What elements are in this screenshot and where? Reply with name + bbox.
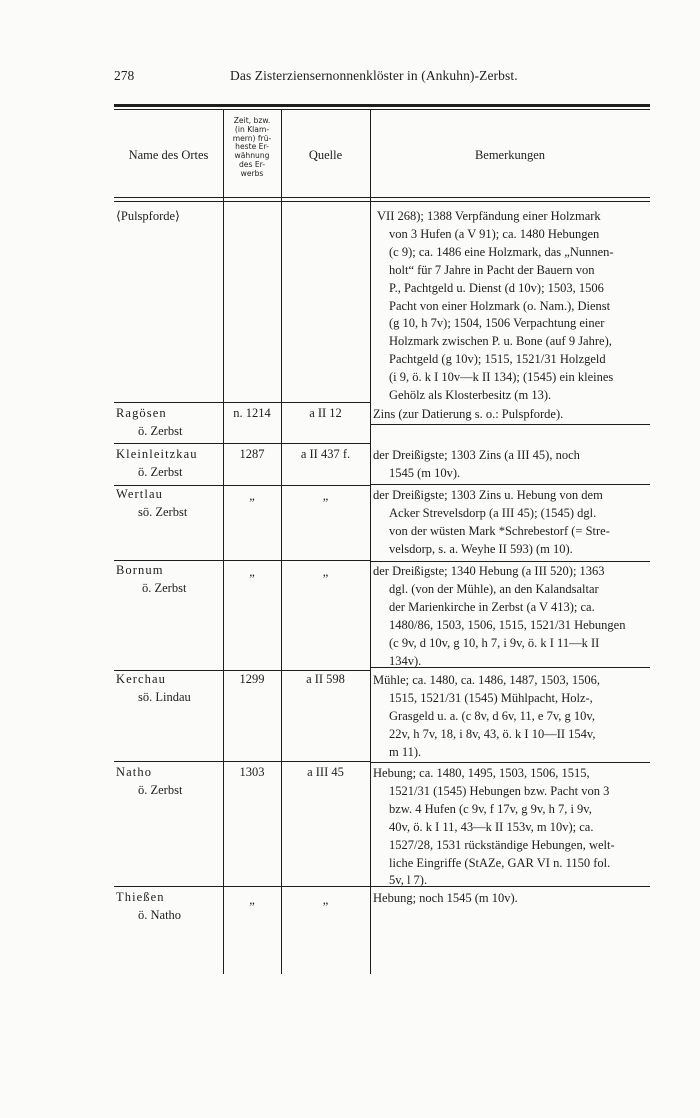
column-divider-2 (281, 110, 282, 974)
remarks-cell: der Dreißigste; 1340 Hebung (a III 520); 1363 dgl. (von der Mühle), an den Kalandsaltar der Marienkirche in Zerbst (a V 413); ca. 1480/86, 1503, 1506, 1515, 1521/31 Hebungen (c 9v, d 10v, g 10, h 7, i 9v, ö. k I 11—k II 134v). (373, 564, 626, 668)
place-name: Bornum (116, 563, 164, 577)
row-separator (114, 886, 370, 887)
table-top-rule-thin (114, 109, 650, 110)
place-name: Kerchau (116, 672, 167, 686)
place-name: Thießen (116, 890, 165, 904)
acquisition-date: „ (249, 893, 255, 907)
place-location: ö. Zerbst (142, 581, 187, 595)
row-separator (114, 670, 370, 671)
row-separator (370, 484, 650, 485)
place-location: ö. Zerbst (138, 424, 183, 438)
place-name: Natho (116, 765, 153, 779)
acquisition-date: „ (249, 489, 255, 503)
source-ref: a II 437 f. (300, 447, 351, 461)
column-header-name: Name des Ortes (128, 148, 209, 162)
source-ref: „ (322, 893, 329, 907)
place-location: ö. Natho (138, 908, 182, 922)
column-header-source: Quelle (308, 148, 343, 162)
column-divider-1 (223, 110, 224, 974)
row-separator (114, 485, 370, 486)
running-header (114, 68, 650, 88)
remarks-cell: Hebung; noch 1545 (m 10v). (373, 891, 518, 905)
column-header-remarks: Bemerkungen (474, 148, 546, 162)
place-name: ⟨Pulspforde⟩ (116, 209, 180, 223)
running-title: Das Zisterziensernonnenklöster in (Ankuhn)-Zerbst. (230, 68, 518, 83)
place-location: ö. Zerbst (138, 783, 183, 797)
column-divider-3 (370, 110, 371, 974)
source-ref: a II 12 (309, 406, 342, 420)
remarks-cell: der Dreißigste; 1303 Zins (a III 45), noch 1545 (m 10v). (373, 448, 580, 480)
row-separator (114, 443, 370, 444)
row-separator (114, 761, 370, 762)
place-name: Wertlau (116, 487, 163, 501)
source-ref: „ (322, 489, 329, 503)
table-top-rule (114, 104, 650, 107)
source-ref: a III 45 (307, 765, 344, 779)
place-location: sö. Zerbst (138, 505, 188, 519)
column-header-time: Zeit, bzw. (in Klam- mern) frü- heste Er- wähnung des Er- werbs (232, 116, 272, 178)
acquisition-date: 1287 (239, 447, 265, 461)
acquisition-date: n. 1214 (233, 406, 271, 420)
place-name: Ragösen (116, 406, 167, 420)
row-separator (114, 402, 370, 403)
remarks-cell: VII 268); 1388 Verpfändung einer Holzmark von 3 Hufen (a V 91); ca. 1480 Hebungen (c 9); ca. 1486 eine Holzmark, das „Nunnen- holt“ für 7 Jahre in Pacht der Bauern von P., Pachtgeld u. Dienst (d 10v); 1503, 1506 Pacht von einer Holzmark (o. Nam.), Dienst (g 10, h 7v); 1504, 1506 Verpachtung einer Holzmark zwischen P. u. Bone (auf 9 Jahre), Pachtgeld (g 10v); 1515, 1521/31 Holzgeld (i 9, ö. k I 10v—k II 134); (1545) ein kleines Gehölz als Klosterbesitz (m 13). (377, 209, 614, 403)
remarks-cell: der Dreißigste; 1303 Zins u. Hebung von dem Acker Strevelsdorp (a III 45); (1545) dgl. von der wüsten Mark *Schrebestorf (= Stre- velsdorp, s. a. Weyhe II 593) (m 10). (373, 488, 610, 556)
remarks-cell: Zins (zur Datierung s. o.: Pulspforde). (373, 407, 564, 421)
header-bottom-rule-double (114, 201, 650, 202)
row-separator (370, 561, 650, 562)
place-location: sö. Lindau (138, 690, 191, 704)
page-number: 278 (114, 68, 135, 83)
remarks-cell: Mühle; ca. 1480, ca. 1486, 1487, 1503, 1506, 1515, 1521/31 (1545) Mühlpacht, Holz-, Grasgeld u. a. (c 8v, d 6v, 11, e 7v, g 10v, 22v, h 7v, 18, i 8v, 43, ö. k I 10—II 154v, m 11). (373, 673, 601, 759)
acquisition-date: „ (249, 565, 255, 579)
row-separator (370, 424, 650, 425)
row-separator (114, 560, 370, 561)
acquisition-date: 1299 (239, 672, 265, 686)
place-location: ö. Zerbst (138, 465, 183, 479)
acquisition-date: 1303 (239, 765, 265, 779)
source-ref: a II 598 (306, 672, 345, 686)
source-ref: „ (322, 565, 329, 579)
header-bottom-rule (114, 197, 650, 198)
row-separator (370, 762, 650, 763)
remarks-cell: Hebung; ca. 1480, 1495, 1503, 1506, 1515, 1521/31 (1545) Hebungen bzw. Pacht von 3 bzw. 4 Hufen (c 9v, f 17v, g 9v, h 7, i 9v, 40v, ö. k I 11, 43—k II 153v, m 10v); ca. 1527/28, 1531 rückständige Hebungen, welt- liche Eingriffe (StAZe, GAR VI n. 1150 fol. 5v, l 7). (373, 766, 615, 888)
place-name: Kleinleitzkau (116, 447, 198, 461)
